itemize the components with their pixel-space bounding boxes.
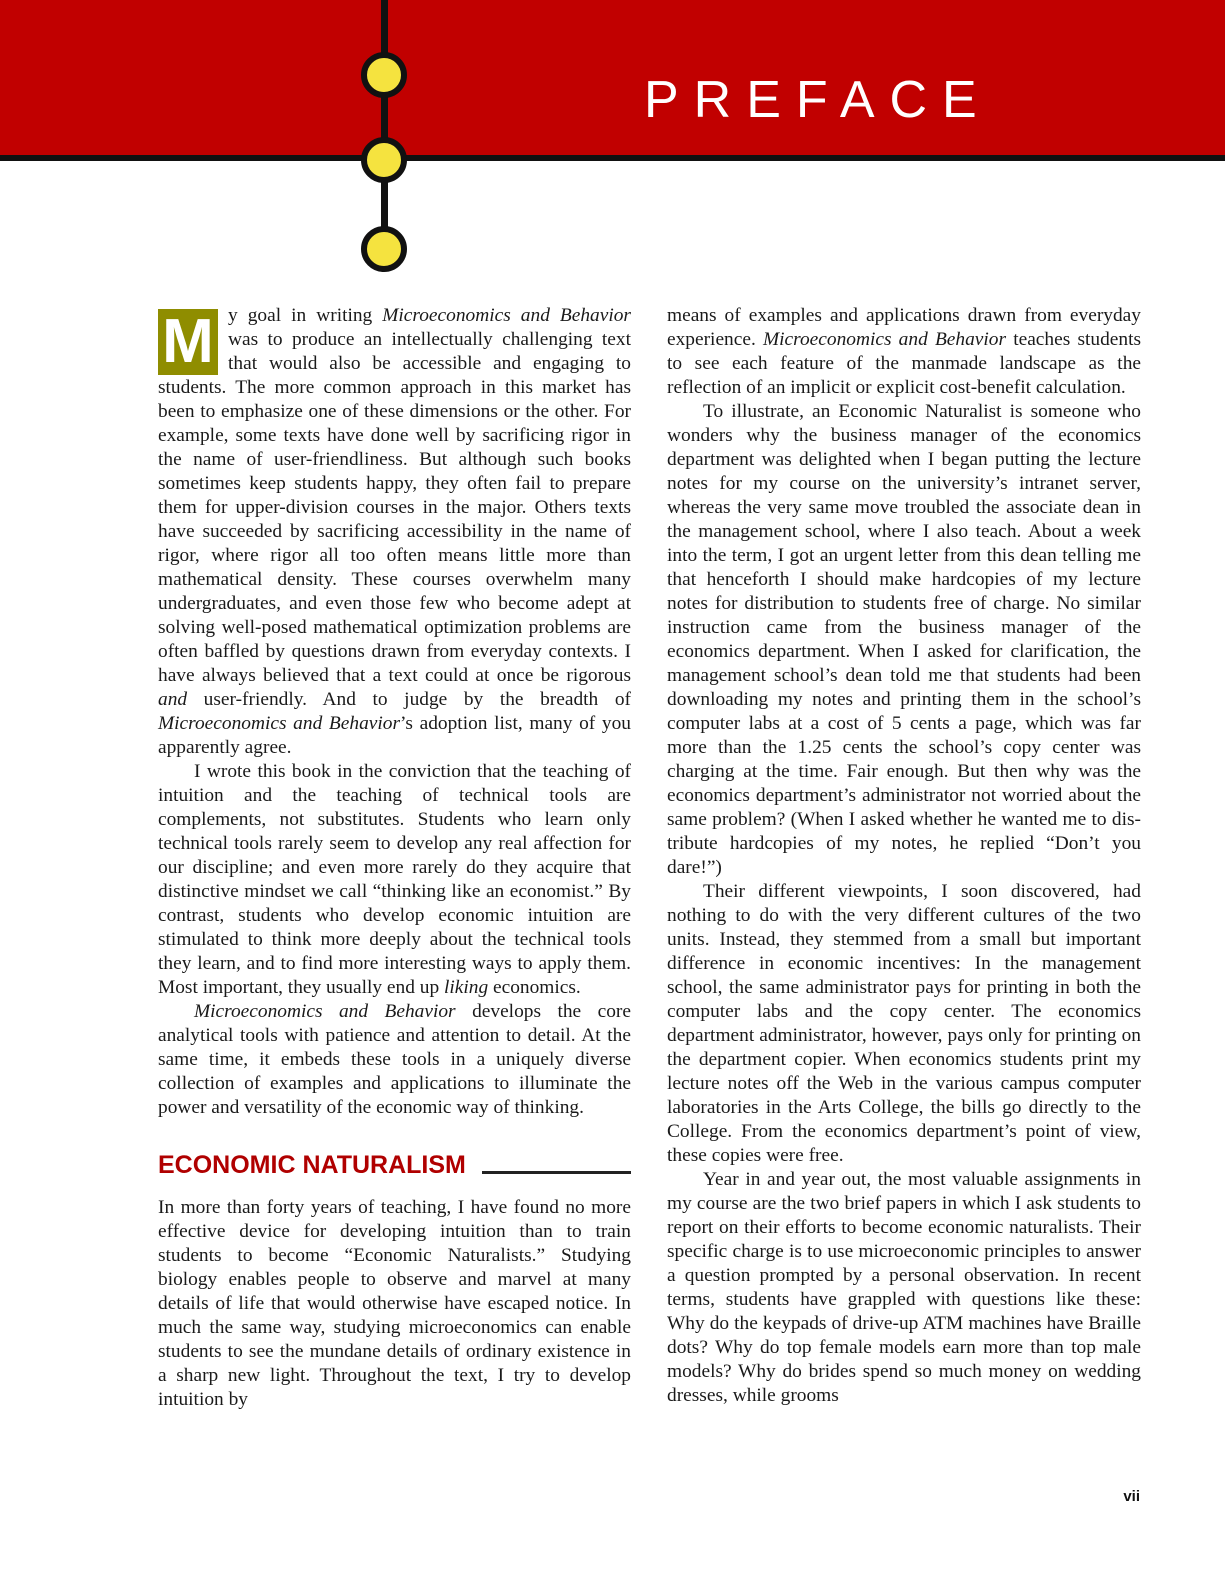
section-heading-rule	[482, 1171, 631, 1174]
paragraph: To illustrate, an Economic Naturalist is someone who wonders why the business manager of the economics department was delighted when I began putting the lecture notes for my course on the university’s intranet server, whereas the very same move troubled the associate dean in the management school, where I also teach. About a week into the term, I got an urgent letter from this dean telling me that henceforth I should make hardcopies of my lecture notes for distribution to students free of charge. No similar instruction came from the business manager of the economics department. When I asked for clarification, the management school’s dean told me that students had been downloading my notes and printing them in the school’s computer labs at a cost of 5 cents a page, which was far more than the 1.25 cents the school’s copy center was charging at the time. Fair enough. But then why was the economics department’s administrator not worried about the same problem? (When I asked whether he wanted me to distribute hardcopies of my notes, he replied “Don’t you dare!”)	[667, 401, 1141, 878]
timeline-line	[381, 0, 388, 258]
section-heading	[158, 1150, 631, 1180]
text-run: means of examples and applications drawn from everyday experience.	[667, 305, 1141, 350]
timeline-dot-icon	[361, 52, 407, 98]
book-title: Microeconomics and Behavior	[194, 1001, 456, 1022]
text-run: ’s adoption list, many of you apparently agree.	[158, 713, 632, 758]
paragraph	[158, 1000, 631, 1120]
text-run: was to produce an intellectually challenging text that would also be accessible and engaging to students. The more common approach in this market has been to emphasize one of these dimensions or the other. For example, some texts have done well by sacrificing rigor in the name of user-friendliness. But although such books sometimes keep students happy, they often fail to prepare them for upper-division courses in the major. Others texts have succeeded by sacrificing accessibility in the name of rigor, where rigor all too often means little more than mathematical density. These courses overwhelm many undergraduates, and even those few who become adept at solving well-posed mathematical optimization problems are often baffled by questions drawn from everyday contexts. I have always believed that a text could at once be rigorous	[158, 329, 631, 686]
paragraph	[667, 304, 1141, 400]
drop-cap: M	[158, 309, 218, 375]
text-run: develops the core analytical tools with patience and attention to detail. At the same time, it embeds these tools in a uniquely diverse collection of examples and applications to illuminate the power and versatility of the economic way of thinking.	[158, 1001, 631, 1118]
text-run: user-friendly. And to judge by the breadth of	[187, 689, 631, 710]
book-title: Microeconomics and Behavior	[382, 305, 631, 326]
left-column	[158, 304, 631, 1412]
timeline-dot-icon	[361, 137, 407, 183]
page-number: vii	[1123, 1488, 1140, 1505]
paragraph: Year in and year out, the most valuable assignments in my course are the two brief papers in which I ask students to report on their efforts to become economic naturalists. Their specific charge is to use microeconomic principles to answer a question prompted by a personal observation. In recent terms, students have grappled with questions like these: Why do the keypads of drive-up ATM machines have Braille dots? Why do top female models earn more than top male models? Why do brides spend so much money on wedding dresses, while grooms	[667, 1169, 1141, 1406]
right-column	[667, 304, 1141, 1408]
chapter-title: PREFACE	[644, 71, 992, 129]
text-run: economics.	[488, 977, 581, 998]
text-run: I wrote this book in the conviction that the teaching of intuition and the teaching of technical tools are complements, not substitutes. Students who learn only technical tools rarely seem to develop any real affection for our discipline; and even more rarely do they acquire that distinctive mindset we call “thinking like an economist.” By contrast, students who develop economic intuition are stimulated to think more deeply about the technical tools they learn, and to find more interesting ways to apply them. Most important, they usually end up	[158, 761, 631, 998]
paragraph: In more than forty years of teaching, I have found no more effective device for developing intuition than to train students to become “Economic Naturalists.” Studying biology enables people to observe and marvel at many details of life that would otherwise have escaped notice. In much the same way, studying microeconomics can enable students to see the mundane details of ordinary existence in a sharp new light. Throughout the text, I try to develop intuition by	[158, 1197, 631, 1410]
book-title: Microeconomics and Behavior	[158, 713, 401, 734]
paragraph	[158, 760, 631, 1000]
book-title: Microeconomics and Behavior	[763, 329, 1007, 350]
header-rule	[0, 155, 1225, 161]
emphasis: liking	[443, 977, 489, 998]
paragraph: Their different viewpoints, I soon discovered, had nothing to do with the very different cultures of the two units. Instead, they stemmed from a small but important difference in economic incentives: In the management school, the same administrator pays for printing in both the computer labs and the copy center. The economics department administrator, however, pays only for printing on the department copier. When economics students print my lecture notes off the Web in the various campus computer laboratories in the Arts College, the bills go directly to the College. From the economics department’s point of view, these copies were free.	[667, 881, 1141, 1166]
text-run: y goal in writing	[228, 305, 383, 326]
emphasis: and	[158, 689, 188, 710]
text-run: teaches students to see each feature of the manmade landscape as the reflection of an implicit or explicit cost-benefit calculation.	[667, 329, 1141, 398]
header-banner	[0, 0, 1225, 157]
section-heading-text: ECONOMIC NATURALISM	[158, 1151, 466, 1179]
paragraph	[158, 304, 631, 760]
timeline-dot-icon	[361, 226, 407, 272]
